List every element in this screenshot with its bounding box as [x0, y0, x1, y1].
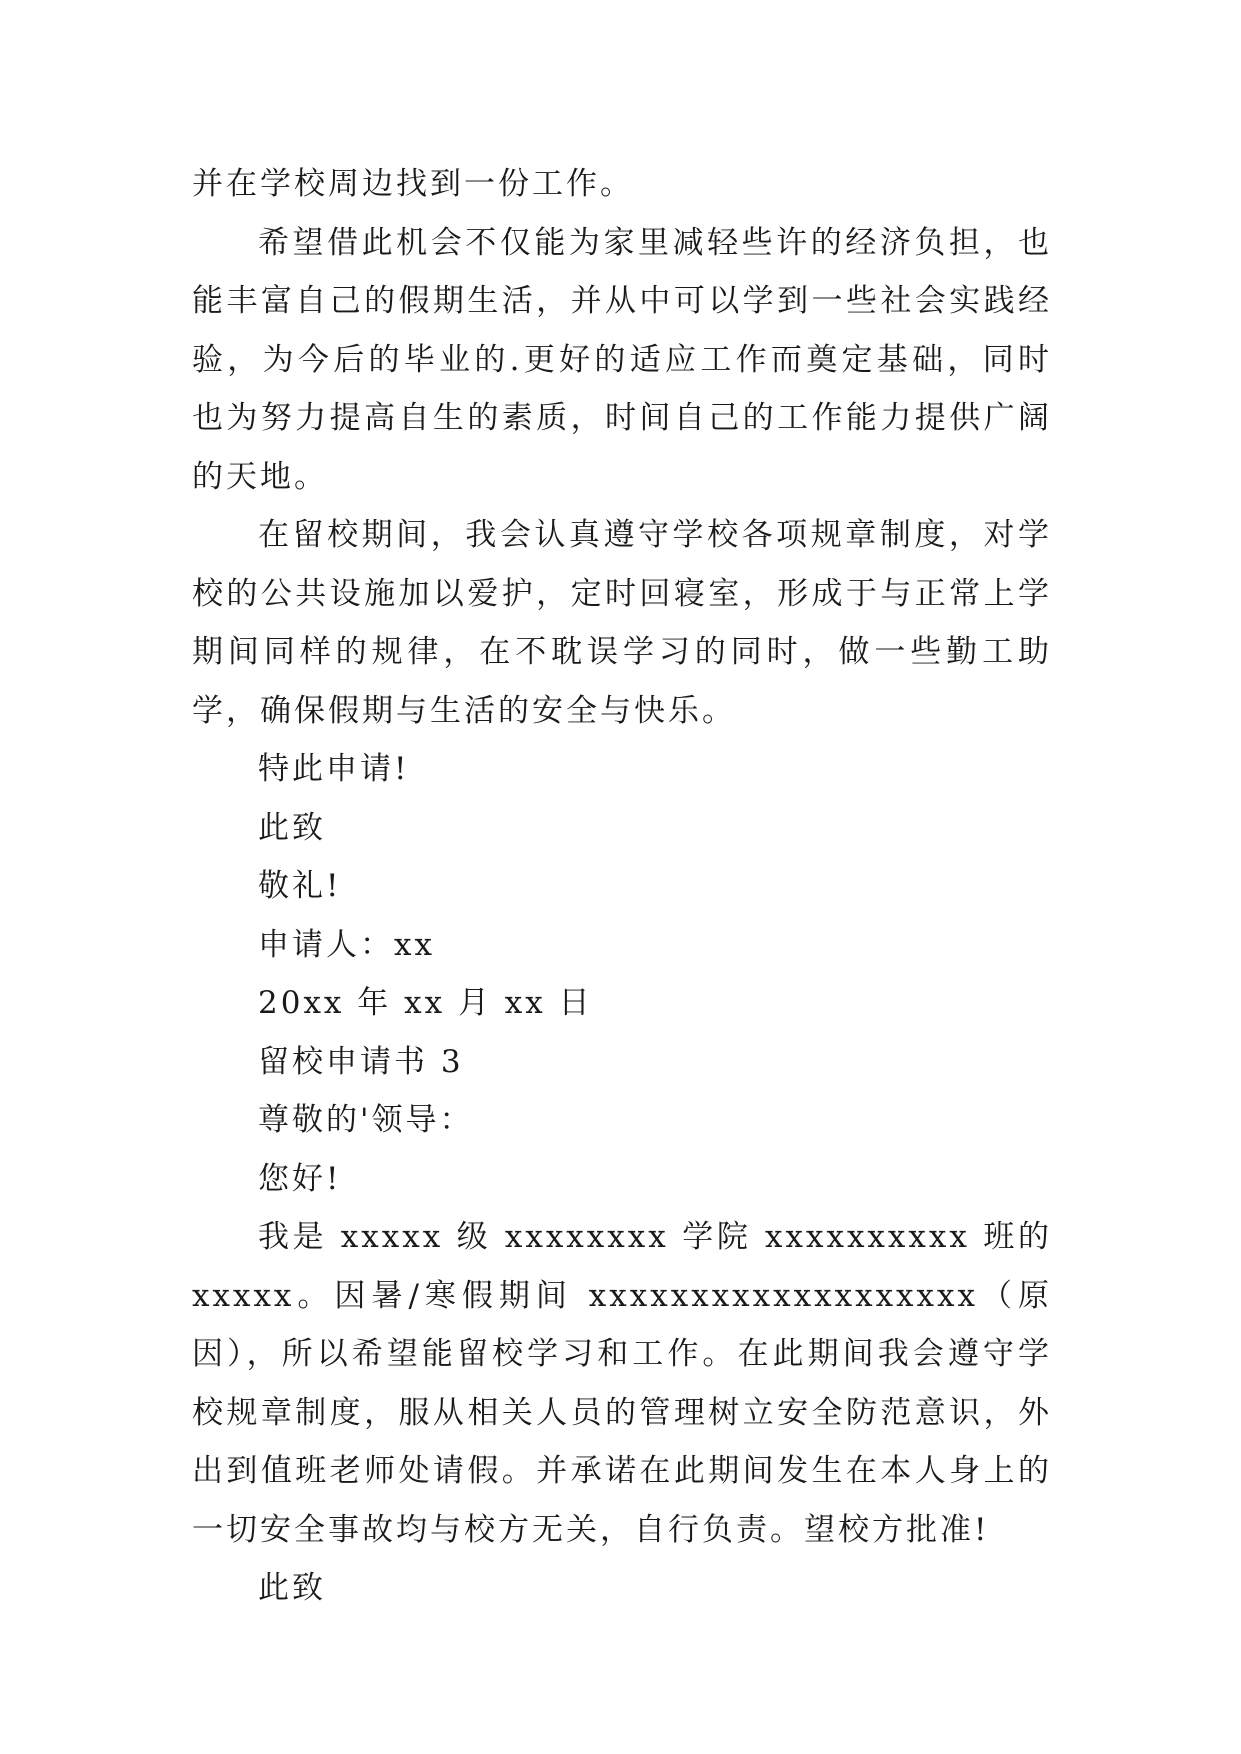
closing-salute: 此致	[258, 809, 326, 846]
closing-salute-2: 此致	[258, 1570, 326, 1606]
closing-request: 特此申请!	[258, 751, 410, 787]
date-line: 20xx 年 xx 月 xx 日	[258, 985, 593, 1021]
salutation-line: 尊敬的'领导：	[258, 1102, 474, 1138]
continuation-paragraph: 并在学校周边找到一份工作。	[192, 166, 634, 202]
greeting-line: 您好!	[258, 1160, 342, 1197]
document-body	[192, 155, 1052, 1618]
applicant-line: 申请人：xx	[258, 926, 435, 963]
intro-paragraph: 我是 xxxxx 级 xxxxxxxx 学院 xxxxxxxxxx 班的 xxxxx。因暑/寒假期间 xxxxxxxxxxxxxxxxxxx（原因），所以希望能留校学习和工作。在此期间我会遵守学校规章制度，服从相关人员的管理树立安全防范意识，外出到值班老师处请假。并承诺在此期间发生在本人身上的一切安全事故均与校方无关，自行负责。望校方批准!	[192, 1219, 1052, 1548]
hope-paragraph: 希望借此机会不仅能为家里减轻些许的经济负担，也能丰富自己的假期生活，并从中可以学到一些社会实践经验，为今后的毕业的.更好的适应工作而奠定基础，同时也为努力提高自生的素质，时间自己的工作能力提供广阔的天地。	[192, 224, 1052, 495]
promise-paragraph: 在留校期间，我会认真遵守学校各项规章制度，对学校的公共设施加以爱护，定时回寝室，形成于与正常上学期间同样的规律，在不耽误学习的同时，做一些勤工助学，确保假期与生活的安全与快乐。	[192, 517, 1052, 729]
closing-regards: 敬礼!	[258, 868, 342, 904]
section-title: 留校申请书 3	[258, 1043, 464, 1080]
